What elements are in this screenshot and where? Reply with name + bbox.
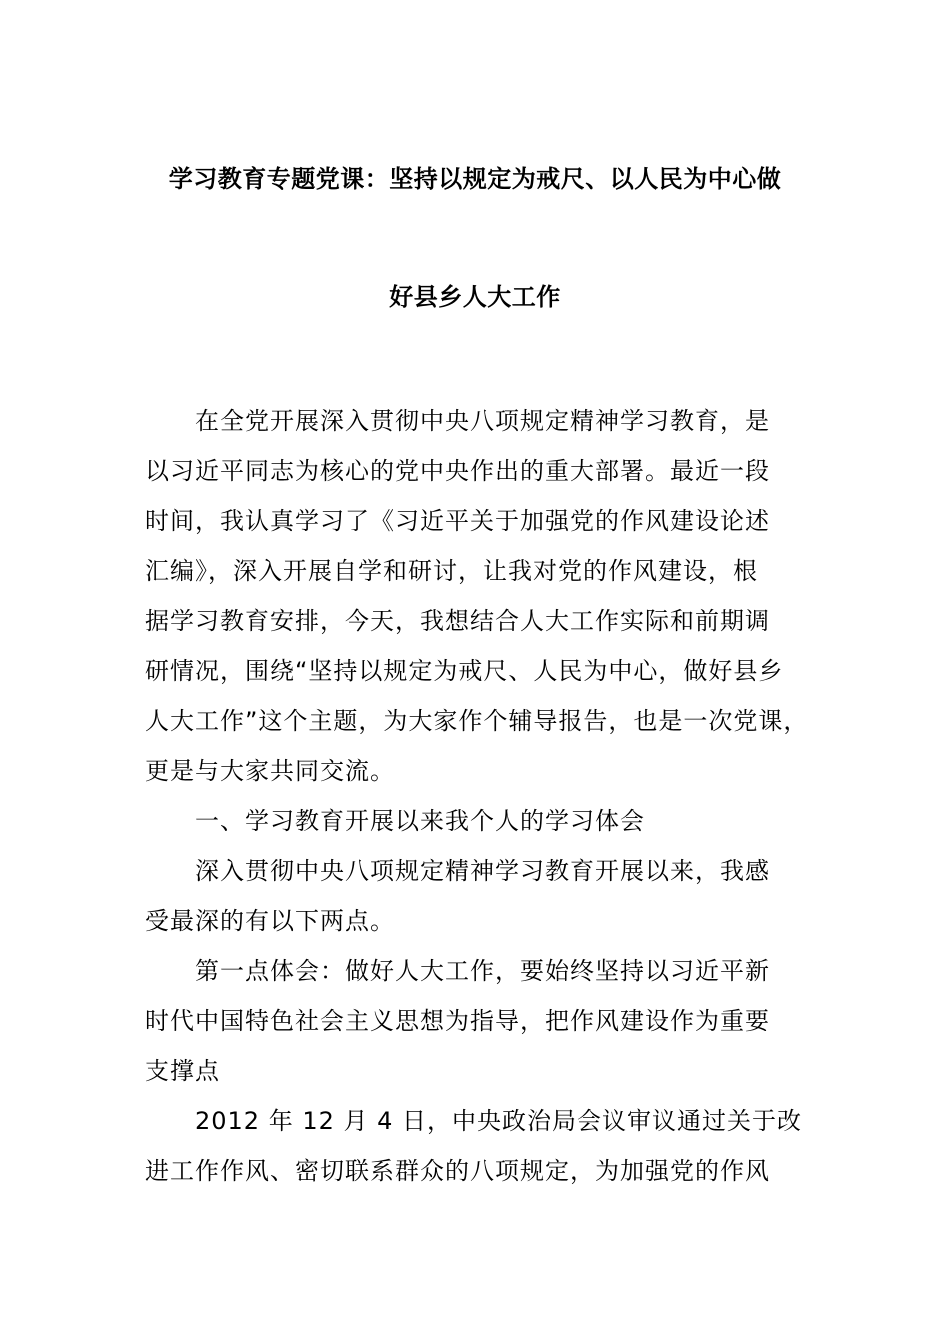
paragraph-line: 时代中国特色社会主义思想为指导，把作风建设作为重要 [145, 1007, 770, 1035]
paragraph-line: 以习近平同志为核心的党中央作出的重大部署。最近一段 [145, 457, 770, 485]
paragraph-line: 更是与大家共同交流。 [145, 757, 395, 785]
paragraph-line: 汇编》，深入开展自学和研讨，让我对党的作风建设，根 [145, 557, 758, 585]
document-title-line-2: 好县乡人大工作 [389, 283, 561, 311]
paragraph-line: 受最深的有以下两点。 [145, 907, 395, 935]
paragraph-line: 时间，我认真学习了《习近平关于加强党的作风建设论述 [145, 507, 770, 535]
paragraph-line: 据学习教育安排，今天，我想结合人大工作实际和前期调 [145, 607, 770, 635]
paragraph-line: 第一点体会：做好人大工作，要始终坚持以习近平新 [195, 957, 770, 985]
paragraph-line: 深入贯彻中央八项规定精神学习教育开展以来，我感 [195, 857, 770, 885]
section-heading: 一、学习教育开展以来我个人的学习体会 [195, 807, 645, 835]
paragraph-line: 进工作作风、密切联系群众的八项规定，为加强党的作风 [145, 1157, 770, 1185]
paragraph-line: 2012 年 12 月 4 日，中央政治局会议审议通过关于改 [195, 1107, 803, 1135]
document-title-line-1: 学习教育专题党课：坚持以规定为戒尺、以人民为中心做 [168, 165, 782, 193]
paragraph-line: 研情况，围绕“坚持以规定为戒尺、人民为中心，做好县乡 [145, 657, 784, 685]
paragraph-line: 支撑点 [145, 1057, 220, 1085]
paragraph-line: 在全党开展深入贯彻中央八项规定精神学习教育，是 [195, 407, 770, 435]
paragraph-line: 人大工作”这个主题，为大家作个辅导报告，也是一次党课， [145, 707, 809, 735]
